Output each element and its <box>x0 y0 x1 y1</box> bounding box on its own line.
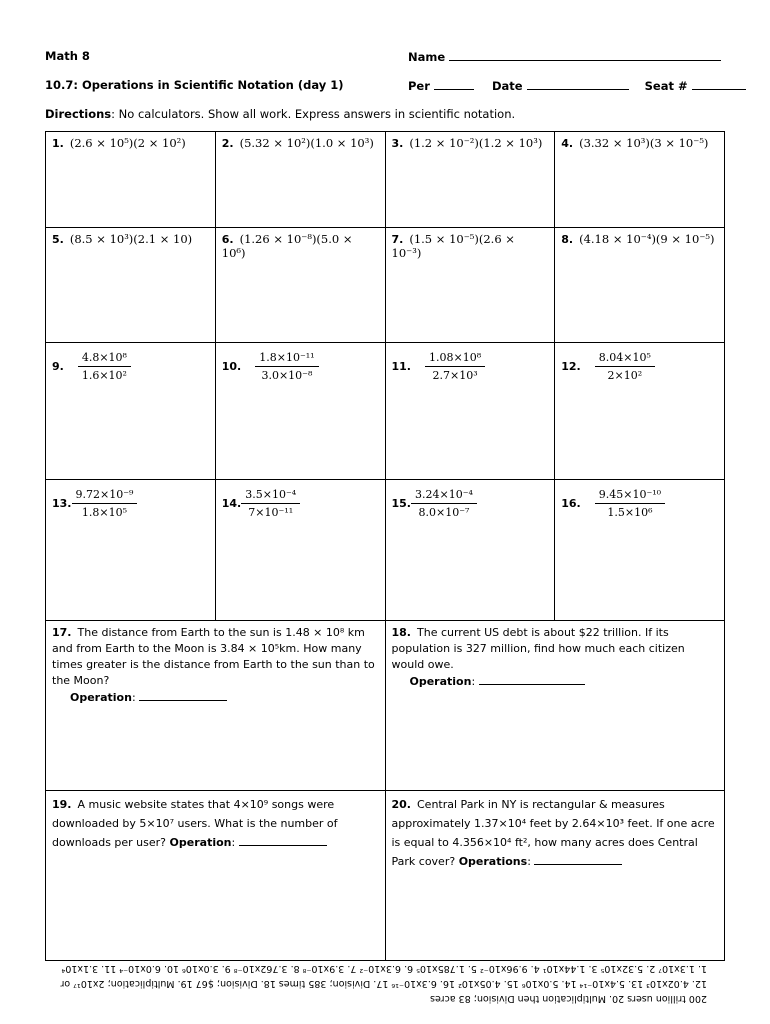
operation-blank[interactable] <box>239 834 327 846</box>
problem-text: The distance from Earth to the sun is 1.48 × 10⁸ km and from Earth to the Moon is 3.84 × 10⁵km. How many times greater is the distance from Earth to the sun than to the Moon? <box>52 626 375 687</box>
problem-10[interactable] <box>215 343 385 479</box>
directions-text: : No calculators. Show all work. Express answers in scientific notation. <box>111 107 516 121</box>
problem-number: 7. <box>391 233 404 246</box>
answer-key-line: 1. 1.3x10⁷ 2. 5.32x10⁵ 3. 1.44x10¹ 4. 9.96x10⁻² 5. 1.785x10⁵ 6. 6.3x10⁻² 7. 3.9x10⁻⁸ 8. 3.762x10⁻⁸ 9. 3.0x10⁶ 10. 6.0x10⁻⁴ 11. 3.1x10⁴ <box>61 963 707 974</box>
problem-text: The current US debt is about $22 trillion. If its population is 327 million, find how much each citizen would owe. <box>391 626 685 671</box>
problem-11[interactable] <box>385 343 555 479</box>
numerator: 4.8×10⁸ <box>78 351 131 367</box>
word-problem-17[interactable]: 17. The distance from Earth to the sun is 1.48 × 10⁸ km and from Earth to the Moon is 3.84 × 10⁵km. How many times greater is the distance from Earth to the sun than to the Moon? Operation: <box>52 626 375 704</box>
date-label: Date <box>491 79 523 93</box>
per-label: Per <box>408 79 430 93</box>
problem-number: 10. <box>221 360 242 373</box>
numerator: 1.08×10⁸ <box>425 351 485 367</box>
denominator: 7×10⁻¹¹ <box>248 506 294 519</box>
problem-5[interactable] <box>46 228 215 342</box>
problem-number: 14. <box>221 497 242 510</box>
word-problem-row <box>46 620 724 790</box>
problem-number: 11. <box>391 360 411 373</box>
problem-13[interactable] <box>46 480 215 620</box>
problem-text: A music website states that 4×10⁹ songs were downloaded by 5×10⁷ users. What is the number of downloads per user? <box>52 798 338 849</box>
operation-label: Operation <box>169 836 232 849</box>
problem-expression: (8.5 × 10³)(2.1 × 10) <box>69 232 193 246</box>
problem-row <box>46 479 724 620</box>
problem-expression: (3.32 × 10³)(3 × 10⁻⁵) <box>579 136 709 150</box>
problem-number: 9. <box>52 360 64 373</box>
problem-expression: (2.6 × 10⁵)(2 × 10²) <box>69 136 186 150</box>
operation-blank[interactable] <box>479 673 585 685</box>
problem-number: 19. <box>52 798 72 811</box>
problem-number: 1. <box>52 137 64 150</box>
seat-label: Seat # <box>644 79 688 93</box>
problem-number: 20. <box>391 798 411 811</box>
problem-expression: (1.2 × 10⁻²)(1.2 × 10³) <box>409 136 543 150</box>
per-date-seat-line <box>408 78 746 93</box>
problem-row <box>46 227 724 342</box>
problem-expression: (1.26 × 10⁻⁸)(5.0 × 10⁶) <box>221 232 353 260</box>
problem-number: 18. <box>391 626 411 639</box>
problem-number: 17. <box>52 626 72 639</box>
course-title: Math 8 <box>45 49 90 63</box>
problem-text: Central Park in NY is rectangular & measures approximately 1.37×10⁴ feet by 2.64×10³ feet. If one acre is equal to 4.356×10⁴ ft², how many acres does Central Park cover? <box>391 798 715 868</box>
fraction <box>425 351 485 382</box>
denominator: 2.7×10³ <box>432 369 478 382</box>
numerator: 8.04×10⁵ <box>595 351 655 367</box>
problem-number: 13. <box>52 497 72 510</box>
name-line <box>408 49 721 64</box>
problem-15[interactable] <box>385 480 555 620</box>
problem-row <box>46 132 724 227</box>
numerator: 3.24×10⁻⁴ <box>411 488 477 504</box>
fraction <box>411 488 477 519</box>
numerator: 3.5×10⁻⁴ <box>241 488 300 504</box>
problem-number: 6. <box>221 233 234 246</box>
fraction <box>595 351 655 382</box>
numerator: 1.8×10⁻¹¹ <box>255 351 318 367</box>
answer-key-line: 200 trillion users 20. Multiplication then Division; 83 acres <box>430 993 707 1004</box>
problem-number: 3. <box>391 137 404 150</box>
problem-number: 8. <box>561 233 574 246</box>
denominator: 1.5×10⁶ <box>607 506 653 519</box>
problem-14[interactable] <box>215 480 385 620</box>
problem-7[interactable] <box>385 228 555 342</box>
problem-grid <box>45 131 725 961</box>
problem-number: 15. <box>391 497 411 510</box>
directions <box>45 107 515 121</box>
problem-row <box>46 342 724 479</box>
fraction <box>595 488 665 519</box>
fraction <box>255 351 318 382</box>
problem-expression: (1.5 × 10⁻⁵)(2.6 × 10⁻³) <box>391 232 515 260</box>
denominator: 8.0×10⁻⁷ <box>418 506 470 519</box>
answer-key-line: 12. 4.02x10³ 13. 5.4x10⁻¹⁴ 14. 5.0x10⁶ 15. 4.05x10² 16. 6.3x10⁻¹⁶ 17. Division; 385 times 18. Division; $67 19. Multiplication; 2x10¹⁷ or <box>60 978 707 989</box>
operation-label: Operation <box>409 675 472 688</box>
denominator: 2×10² <box>607 369 643 382</box>
denominator: 1.8×10⁵ <box>81 506 128 519</box>
problem-1[interactable] <box>46 132 215 227</box>
answer-key <box>45 962 725 1006</box>
lesson-title: 10.7: Operations in Scientific Notation (day 1) <box>45 78 344 92</box>
problem-number: 16. <box>561 497 581 510</box>
word-problem-20[interactable]: 20. Central Park in NY is rectangular & measures approximately 1.37×10⁴ feet by 2.64×10³ feet. If one acre is equal to 4.356×10⁴ ft², how many acres does Central Park cover? Operations: <box>385 791 725 960</box>
word-problem-19[interactable]: 19. A music website states that 4×10⁹ songs were downloaded by 5×10⁷ users. What is the number of downloads per user? Operation: <box>52 798 338 849</box>
word-problem-row <box>46 790 724 960</box>
name-blank[interactable] <box>449 49 721 61</box>
problem-4[interactable] <box>554 132 724 227</box>
fraction <box>241 488 300 519</box>
date-blank[interactable] <box>527 78 629 90</box>
problem-number: 4. <box>561 137 574 150</box>
problem-expression: (5.32 × 10²)(1.0 × 10³) <box>239 136 374 150</box>
problem-number: 12. <box>561 360 581 373</box>
problem-8[interactable] <box>554 228 724 342</box>
problem-expression: (4.18 × 10⁻⁴)(9 × 10⁻⁵) <box>579 232 715 246</box>
problem-9[interactable] <box>46 343 215 479</box>
operation-label: Operations <box>458 855 528 868</box>
seat-blank[interactable] <box>692 78 746 90</box>
word-problem-18[interactable]: 18. The current US debt is about $22 trillion. If its population is 327 million, find how much each citizen would owe. Operation: <box>385 621 725 790</box>
fraction <box>78 351 131 382</box>
denominator: 1.6×10² <box>81 369 127 382</box>
problem-2[interactable] <box>215 132 385 227</box>
numerator: 9.72×10⁻⁹ <box>72 488 138 504</box>
problem-6[interactable] <box>215 228 385 342</box>
problem-3[interactable] <box>385 132 555 227</box>
name-label: Name <box>408 50 446 64</box>
operation-blank[interactable] <box>139 689 227 701</box>
problem-16[interactable] <box>554 480 724 620</box>
directions-label: Directions <box>45 107 112 121</box>
per-blank[interactable] <box>434 78 474 90</box>
problem-12[interactable] <box>554 343 724 479</box>
denominator: 3.0×10⁻⁸ <box>261 369 313 382</box>
operation-label: Operation <box>70 691 132 704</box>
numerator: 9.45×10⁻¹⁰ <box>595 488 665 504</box>
problem-number: 2. <box>221 137 234 150</box>
fraction <box>72 488 138 519</box>
problem-number: 5. <box>52 233 64 246</box>
operation-blank[interactable] <box>534 853 622 865</box>
